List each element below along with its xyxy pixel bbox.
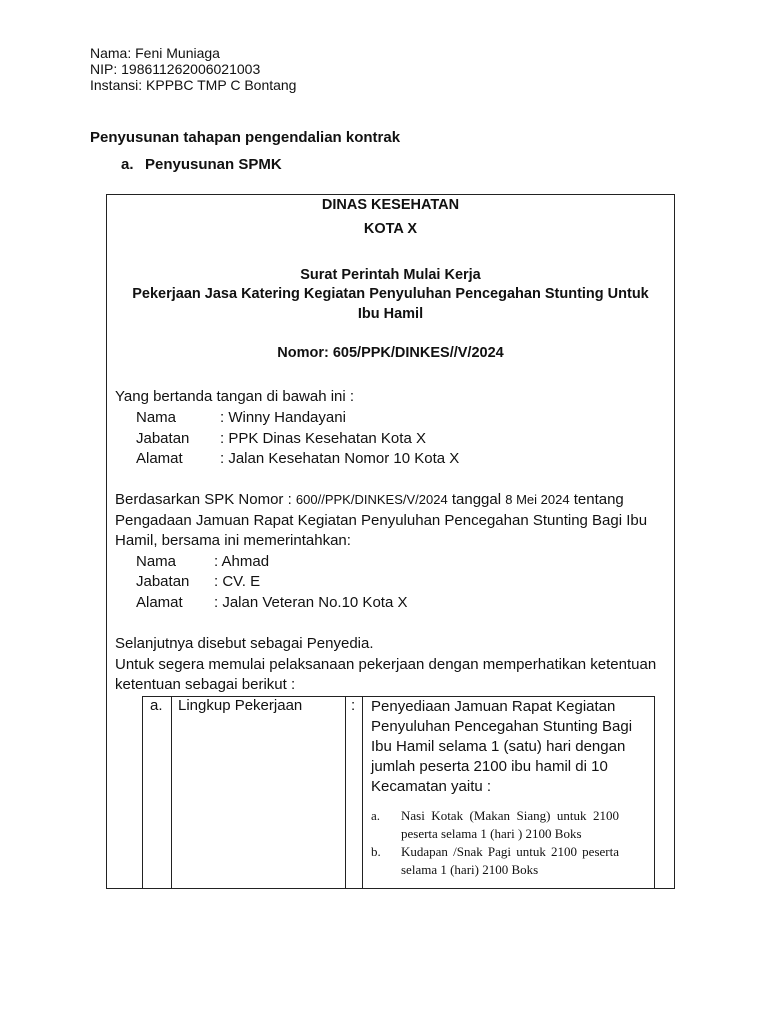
basis-line2: Pengadaan Jamuan Rapat Kegiatan Penyuluhan Pencegahan Stunting Bagi Ibu	[115, 512, 648, 529]
provider-jabatan-key: Jabatan	[136, 573, 190, 590]
table-divider	[345, 697, 346, 888]
provider-nama-key: Nama	[136, 553, 177, 570]
signer-alamat-key: Alamat	[136, 450, 183, 467]
spmk-letter-box	[106, 194, 675, 889]
provider-jabatan-row	[136, 573, 260, 590]
letter-job-line1: Pekerjaan Jasa Katering Kegiatan Penyuluhan Pencegahan Stunting Untuk	[132, 286, 649, 302]
table-divider	[362, 697, 363, 888]
letter-doc-title: Surat Perintah Mulai Kerja	[300, 267, 481, 283]
list-item	[371, 843, 619, 879]
signer-alamat-row	[136, 450, 459, 467]
table-divider	[171, 697, 172, 888]
scope-items-list	[371, 807, 619, 879]
author-name: Nama: Feni Muniaga	[90, 45, 220, 61]
letter-nomor: Nomor: 605/PPK/DINKES//V/2024	[277, 345, 504, 361]
letter-intro: Yang bertanda tangan di bawah ini :	[115, 388, 355, 405]
signer-nama-row	[136, 409, 346, 426]
provider-alamat-row	[136, 594, 407, 611]
basis-p1: Berdasarkan SPK Nomor :	[115, 491, 296, 508]
basis-date: 8 Mei 2024	[505, 492, 570, 507]
list-item-text: Kudapan /Snak Pagi untuk 2100 peserta selama 1 (hari) 2100 Boks	[401, 844, 619, 877]
list-item	[371, 807, 619, 843]
provider-alamat-value: : Jalan Veteran No.10 Kota X	[214, 594, 408, 611]
table-row-separator: :	[351, 697, 356, 714]
table-row-number: a.	[150, 697, 163, 714]
provider-nama-value: : Ahmad	[214, 553, 270, 570]
basis-p3: tanggal	[447, 491, 506, 508]
provider-alamat-key: Alamat	[136, 594, 183, 611]
signer-jabatan-value: : PPK Dinas Kesehatan Kota X	[220, 430, 426, 447]
letter-job-line2: Ibu Hamil	[357, 306, 424, 322]
subsection-label: a.	[121, 156, 134, 173]
letter-org: DINAS KESEHATAN	[321, 197, 460, 213]
author-header	[90, 45, 296, 93]
basis-spk-number: 600//PPK/DINKES/V/2024	[295, 492, 448, 507]
after-line2: Untuk segera memulai pelaksanaan pekerjaan dengan memperhatikan ketentuan	[115, 656, 657, 673]
table-row-description	[371, 697, 651, 879]
basis-line1	[115, 491, 624, 508]
subsection-text: Penyusunan SPMK	[145, 156, 282, 173]
list-item-marker: b.	[371, 844, 381, 859]
list-item-text: Nasi Kotak (Makan Siang) untuk 2100 peserta selama 1 (hari ) 2100 Boks	[401, 808, 619, 841]
basis-p5: tentang	[569, 491, 624, 508]
provider-nama-row	[136, 553, 269, 570]
signer-nama-value: : Winny Handayani	[220, 409, 346, 426]
scope-description: Penyediaan Jamuan Rapat Kegiatan Penyuluhan Pencegahan Stunting Bagi Ibu Hamil selama 1 (satu) hari dengan jumlah peserta 2100 ibu hamil di 10 Kecamatan yaitu :	[371, 698, 633, 795]
subsection-title	[121, 156, 282, 173]
table-row-label: Lingkup Pekerjaan	[178, 697, 303, 714]
after-line1: Selanjutnya disebut sebagai Penyedia.	[115, 635, 374, 652]
signer-jabatan-key: Jabatan	[136, 430, 190, 447]
section-title: Penyusunan tahapan pengendalian kontrak	[90, 129, 401, 146]
basis-line3: Hamil, bersama ini memerintahkan:	[115, 532, 351, 549]
signer-alamat-value: : Jalan Kesehatan Nomor 10 Kota X	[220, 450, 460, 467]
signer-jabatan-row	[136, 430, 426, 447]
signer-nama-key: Nama	[136, 409, 177, 426]
letter-city: KOTA X	[363, 221, 418, 237]
list-item-marker: a.	[371, 808, 381, 823]
author-instansi: Instansi: KPPBC TMP C Bontang	[90, 77, 297, 93]
author-nip: NIP: 198611262006021003	[90, 61, 261, 77]
scope-table	[142, 696, 655, 889]
after-line3: ketentuan sebagai berikut :	[115, 676, 296, 693]
provider-jabatan-value: : CV. E	[214, 573, 261, 590]
